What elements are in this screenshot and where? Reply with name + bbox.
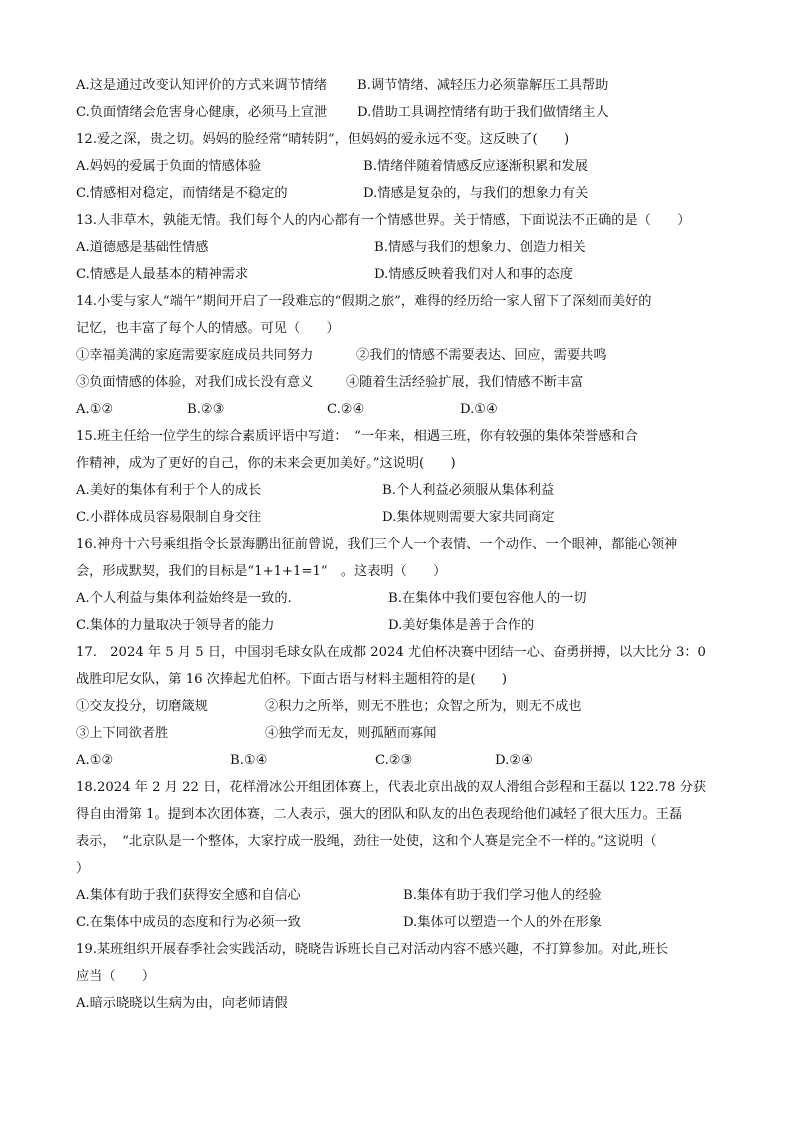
option-d[interactable]: D.美好集体是善于合作的 (388, 618, 535, 633)
statement-1: ①交友投分，切磨箴规 (76, 699, 208, 714)
question-19-stem-cont: 应当（ ） (76, 969, 156, 984)
statement-3: ③负面情感的体验，对我们成长没有意义 (76, 375, 314, 390)
question-14-stem-cont: 记忆，也丰富了每个人的情感。可见（ ） (76, 321, 340, 336)
option-a[interactable]: A.个人利益与集体利益始终是一致的. (76, 591, 292, 606)
option-d[interactable]: D.②④ (495, 753, 533, 768)
question-16-stem-cont: 会，形成默契，我们的目标是“1+1+1=1” 。这表明（ ） (76, 564, 447, 579)
question-14-stem: 14.小雯与家人“端午”期间开启了一段难忘的“假期之旅”，难得的经历给一家人留下了深刻而美好的 (76, 294, 652, 309)
question-16-stem: 16.神舟十六号乘组指令长景海鹏出征前曾说，我们三个人一个表情、一个动作、一个眼神，都能心领神 (76, 537, 678, 552)
option-d[interactable]: D.情感反映着我们对人和事的态度 (374, 267, 573, 282)
question-15-stem: 15.班主任给一位学生的综合素质评语中写道： “一年来，相遇三班，你有较强的集体荣誉感和合 (76, 429, 638, 444)
option-a[interactable]: A.美好的集体有利于个人的成长 (76, 483, 262, 498)
option-a[interactable]: A.暗示晓晓以生病为由，向老师请假 (76, 996, 288, 1011)
question-12-stem: 12.爱之深，贵之切。妈妈的脸经常“晴转阴”，但妈妈的爱永远不变。这反映了( ) (76, 132, 570, 147)
option-a[interactable]: A.妈妈的爱属于负面的情感体验 (76, 159, 262, 174)
question-18-stem: 18.2024 年 2 月 22 日，花样滑冰公开组团体赛上，代表北京出战的双人滑组合彭程和王磊以 122.78 分获 (76, 780, 706, 795)
question-13-stem: 13.人非草木，孰能无情。我们每个人的内心都有一个情感世界。关于情感，下面说法不正确的是（ ） (76, 213, 691, 228)
option-d[interactable]: D.集体可以塑造一个人的外在形象 (403, 915, 602, 930)
statement-2: ②积力之所举，则无不胜也；众智之所为，则无不成也 (265, 699, 582, 714)
option-d[interactable]: D.①④ (460, 402, 498, 417)
option-b[interactable]: B.②③ (187, 402, 225, 417)
option-b[interactable]: B.情感与我们的想象力、创造力相关 (374, 240, 586, 255)
question-17-stem: 17. 2024 年 5 月 5 日，中国羽毛球女队在成都 2024 尤伯杯决赛中团结一心、奋勇拼搏，以大比分 3：0 (76, 645, 706, 660)
option-b[interactable]: B.集体有助于我们学习他人的经验 (403, 888, 602, 903)
statement-1: ①幸福美满的家庭需要家庭成员共同努力 (76, 348, 314, 363)
statement-4: ④随着生活经验扩展，我们情感不断丰富 (346, 375, 584, 390)
option-d[interactable]: D.集体规则需要大家共同商定 (382, 510, 555, 525)
statement-4: ④独学而无友，则孤陋而寡闻 (265, 726, 437, 741)
question-15-stem-cont: 作精神，成为了更好的自己，你的未来会更加美好。”这说明( ) (76, 456, 456, 471)
option-a[interactable]: A.集体有助于我们获得安全感和自信心 (76, 888, 301, 903)
question-18-stem-cont: 表示， “北京队是一个整体，大家拧成一股绳，劲往一处使，这和个人赛是完全不一样的。”这说明（ (76, 834, 657, 849)
option-b[interactable]: B.情绪伴随着情感反应逐渐积累和发展 (363, 159, 588, 174)
question-19-stem: 19.某班组织开展春季社会实践活动，晓晓告诉班长自己对活动内容不感兴趣，不打算参加。对此,班长 (76, 942, 669, 957)
option-c[interactable]: C.情感是人最基本的精神需求 (76, 267, 249, 282)
option-b[interactable]: B.①④ (230, 753, 268, 768)
question-18-stem-cont: 得自由滑第 1。提到本次团体赛，二人表示，强大的团队和队友的出色表现给他们减轻了很大压力。王磊 (76, 807, 683, 822)
option-c[interactable]: C.情感相对稳定，而情绪是不稳定的 (76, 186, 288, 201)
option-d[interactable]: D.情感是复杂的，与我们的想象力有关 (363, 186, 589, 201)
option-c[interactable]: C.②④ (327, 402, 365, 417)
option-a[interactable]: A.①② (76, 753, 114, 768)
question-17-stem-cont: 战胜印尼女队，第 16 次捧起尤伯杯。下面古语与材料主题相符的是( ) (76, 672, 508, 687)
statement-2: ②我们的情感不需要表达、回应，需要共鸣 (356, 348, 607, 363)
option-c[interactable]: C.②③ (375, 753, 413, 768)
option-b[interactable]: B.调节情绪、减轻压力必须靠解压工具帮助 (357, 78, 609, 93)
option-a[interactable]: A.①② (76, 402, 114, 417)
option-a[interactable]: A.这是通过改变认知评价的方式来调节情绪 (76, 78, 328, 93)
option-c[interactable]: C.小群体成员容易限制自身交往 (76, 510, 262, 525)
option-d[interactable]: D.借助工具调控情绪有助于我们做情绪主人 (357, 105, 609, 120)
option-c[interactable]: C.集体的力量取决于领导者的能力 (76, 618, 275, 633)
statement-3: ③上下同欲者胜 (76, 726, 169, 741)
option-c[interactable]: C.负面情绪会危害身心健康，必须马上宣泄 (76, 105, 328, 120)
option-b[interactable]: B.在集体中我们要包容他人的一切 (388, 591, 587, 606)
option-c[interactable]: C.在集体中成员的态度和行为必须一致 (76, 915, 301, 930)
question-18-stem-cont: ） (76, 861, 90, 876)
option-b[interactable]: B.个人利益必须服从集体利益 (382, 483, 555, 498)
option-a[interactable]: A.道德感是基础性情感 (76, 240, 209, 255)
